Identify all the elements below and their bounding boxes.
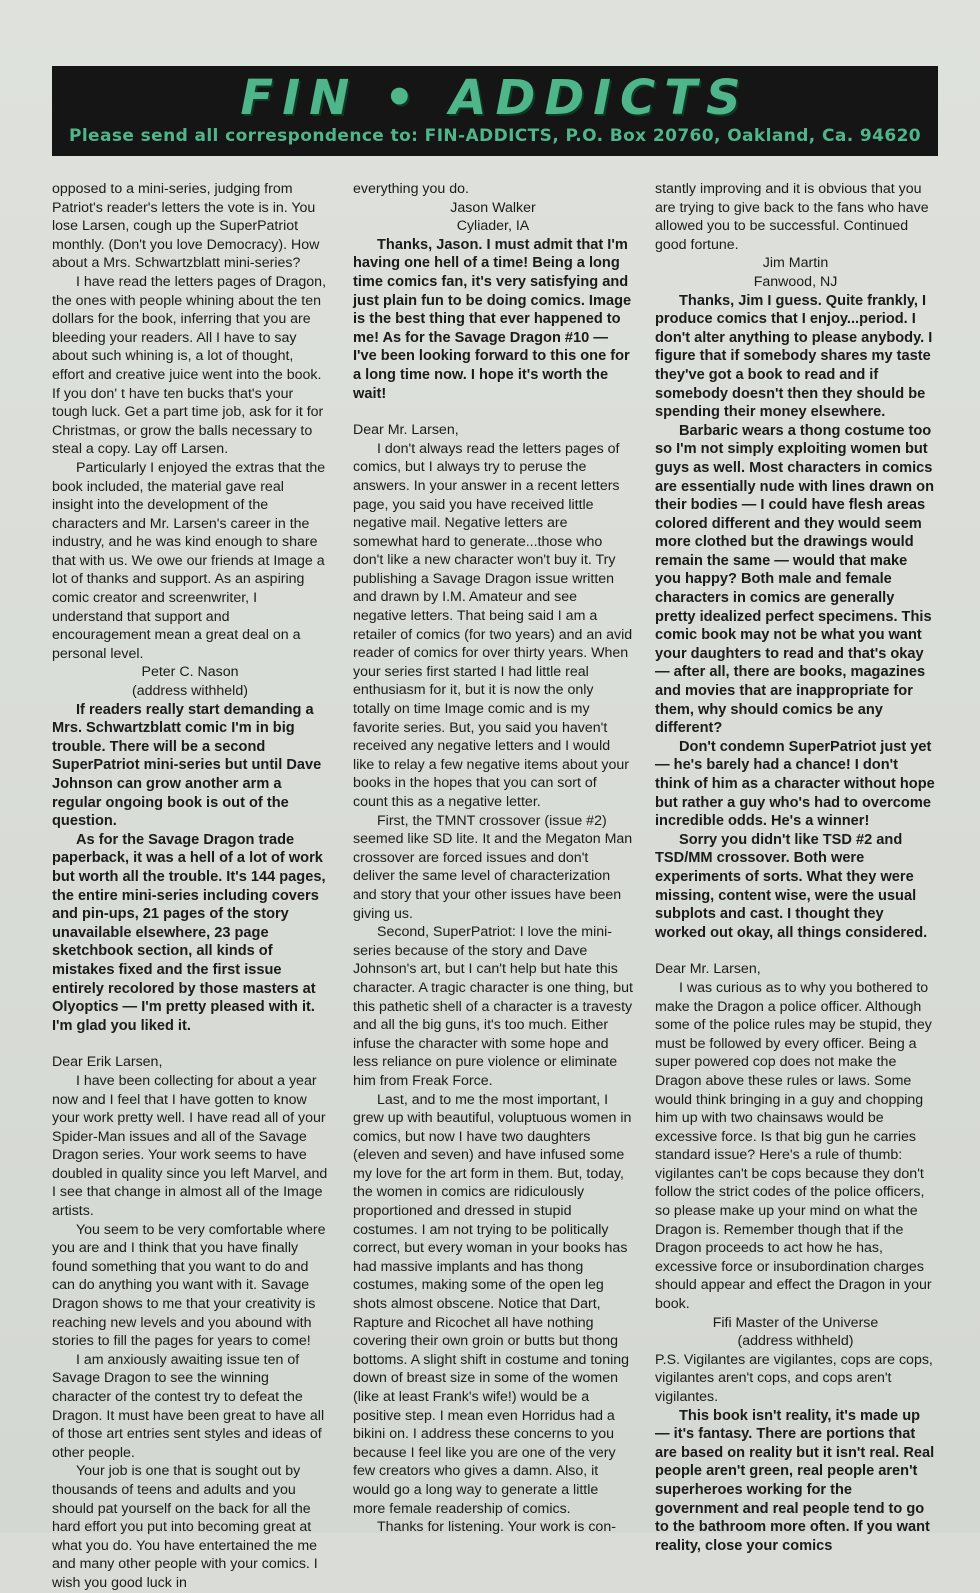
editor-response: Barbaric wears a thong costume too so I'm not simply exploiting women but guys as well. Most characters in comics are essentially nude with lines drawn on their bodies — I could have flesh areas colored different and they would seem more clothed but the drawings would remain the same — would that make you happy? Both male and female characters in comics are generally pretty idealized perfect specimens. This comic book may not be what you want your daughters to read and that's okay — after all, there are books, magazines and movies that are inappropriate for them, why should comics be any different? [655,422,934,737]
letter-salutation: Dear Mr. Larsen, [353,422,459,439]
text-column-3 [655,180,936,1554]
letter-paragraph: opposed to a mini-series, judging from Patriot's reader's letters the vote is in. You lose Larsen, cough up the SuperPatriot monthly. (Don't you love Democracy). How about a Mrs. Schwartzblatt mini-series? [52,181,320,272]
correspondence-address: Please send all correspondence to: FIN-ADDICTS, P.O. Box 20760, Oakland, Ca. 94620 [68,126,922,146]
letter-paragraph: P.S. Vigilantes are vigilantes, cops are cops, vigilantes aren't cops, and cops aren't vigilantes. [655,1351,933,1405]
editor-response: Thanks, Jim I guess. Quite frankly, I produce comics that I enjoy...period. I don't alter anything to please anybody. I figure that if somebody shares my taste they've got a book to read and if somebody doesn't then they should be spending their money elsewhere. [655,292,933,421]
editor-response: As for the Savage Dragon trade paperback, it was a hell of a lot of work but worth all the trouble. It's 144 pages, the entire mini-series including covers and pin-ups, 21 pages of the story unavailable elsewhere, 23 page sketchbook section, all kinds of mistakes fixed and the first issue entirely recolored by those masters at Olyoptics — I'm pretty pleased with it. I'm glad you liked it. [52,831,326,1034]
letter-paragraph: stantly improving and it is obvious that you are trying to give back to the fans who have allowed you to be successful. Continued good fortune. [655,181,929,253]
letter-paragraph: Thanks for listening. Your work is con- [377,1519,616,1536]
letter-paragraph: I have been collecting for about a year now and I feel that I have gotten to know your work pretty well. I have read all of your Spider-Man issues and all of the Savage Dragon series. Your work seems to have doubled in quality since you left Marvel, and I see that change in almost all of the Image artists. [52,1072,328,1220]
text-column-1 [52,180,328,1591]
letter-signature: Peter C. Nason [141,664,239,681]
letter-signature: Jason Walker [450,199,536,216]
editor-response: Thanks, Jason. I must admit that I'm having one hell of a time! Being a long time comics fan, it's very satisfying and just plain fun to be doing comics. Image is the best thing that ever happened to me! As for the Savage Dragon #10 — I've been looking forward to this one for a long time now. I hope it's worth the wait! [353,236,632,402]
editor-response: This book isn't reality, it's made up — it's fantasy. There are portions that are based on reality but it isn't real. Real people aren't green, real people aren't superheroes working for the government and real people tend to go to the bathroom more often. If you want reality, close your comics [655,1407,935,1554]
editor-response: If readers really start demanding a Mrs. Schwartzblatt comic I'm in big trouble. There will be a second SuperPatriot mini-series but until Dave Johnson can grow another arm a regular ongoing book is out of the question. [52,701,322,830]
letter-signature: Jim Martin [762,255,829,272]
letter-paragraph: Your job is one that is sought out by thousands of teens and adults and you should pat yourself on the back for all the hard effort you put into becoming great at what you do. You have entertained the me and many other people with your comics. I wish you good luck in [52,1463,318,1591]
letter-paragraph: Particularly I enjoyed the extras that the book included, the material gave real insight into the development of the characters and Mr. Larsen's career in the industry, and he was kind enough to share that with us. We owe our friends at Image a lot of thanks and support. As an aspiring comic creator and screenwriter, I understand that support and encouragement mean a great deal on a personal level. [52,459,326,662]
letter-signature: (address withheld) [737,1333,854,1350]
letter-paragraph: Last, and to me the most important, I grew up with beautiful, voluptuous women in comics, but now I have two daughters (eleven and seven) and have infused some my love for the art form in them. But, today, the women in comics are ridiculously proportioned and dressed in stupid costumes. I am not trying to be politically correct, but every woman in your books has had massive implants and has thong costumes, making some of the open leg shots almost obscene. Notice that Dart, Rapture and Ricochet all have nothing covering their own groin or butts but thong bottoms. A slight shift in costume and toning down of breast size in some of the women (like at least Frank's wife!) would be a positive step. I mean even Horridus had a bikini on. I address these concerns to you because I feel like you are one of the very few creators who gives a damn. Also, it would go a long way to generate a little more female readership of comics. [353,1091,632,1517]
editor-response: Sorry you didn't like TSD #2 and TSD/MM crossover. Both were experiments of sorts. What they were missing, content wise, were the usual subplots and cast. I thought they worked out okay, all things considered. [655,831,928,941]
letter-salutation: Dear Mr. Larsen, [655,961,761,978]
text-column-2 [353,180,633,1536]
letter-paragraph: I have read the letters pages of Dragon, the ones with people whining about the ten dollars for the book, inferring that you are bleeding your readers. All I have to say about such whining is, a lot of thought, effort and creative juice went into the book. If you don' t have ten bucks that's your tough luck. Get a part time job, ask for it for Christmas, or grow the balls necessary to steal a copy. Lay off Larsen. [52,273,327,458]
letter-paragraph: everything you do. [353,181,469,197]
editor-response: Don't condemn SuperPatriot just yet — he's barely had a chance! I don't think of him as a character without hope but rather a guy who's had to overcome incredible odds. He's a winner! [655,738,935,830]
letter-paragraph: I am anxiously awaiting issue ten of Savage Dragon to see the winning character of the contest try to defeat the Dragon. It must have been great to have all of those art entries sent styles and ideas of other people. [52,1351,325,1461]
letter-signature: Cyliader, IA [456,218,530,235]
letter-paragraph: First, the TMNT crossover (issue #2) seemed like SD lite. It and the Megaton Man crossover are forced issues and don't deliver the same level of characterization and story that your other issues have been giving us. [353,812,633,922]
letter-signature: Fanwood, NJ [753,273,838,290]
letter-salutation: Dear Erik Larsen, [52,1054,163,1071]
letter-paragraph: Second, SuperPatriot: I love the mini-series because of the story and Dave Johnson's art, but I can't help but hate this character. A tragic character is one thing, but this pathetic shell of a character is a travesty and all the big guns, it's too much. Either infuse the character with some hope and less reliance on pure violence or eliminate him from Freak Force. [353,924,633,1089]
letter-paragraph: I don't always read the letters pages of comics, but I always try to peruse the answers. In your answer in a recent letters page, you said you have received little negative mail. Negative letters are somewhat hard to generate...those who don't like a new character won't buy it. Try publishing a Savage Dragon issue written and drawn by I.M. Amateur and see negative letters. That being said I am a retailer of comics (for two years) and an avid reader of comics for over thirty years. When your series first started I had little real enthusiasm for it, but it is now the only totally on time Image comic and is my favorite series. But, you said you haven't received any negative letters and I would like to relay a few negative items about your books in the hopes that you can sort of count this as a negative letter. [353,440,633,810]
letter-paragraph: I was curious as to why you bothered to make the Dragon a police officer. Although some of the police rules may be stupid, they must be followed by every officer. Being a super powered cop does not make the Dragon above these rules or laws. Some would think bringing in a guy and chopping him up with two chainsaws would be excessive force. Is that big gun he carries standard issue? Here's a rule of thumb: vigilantes can't be cops because they don't follow the strict codes of the police officers, so please make up your mind on what the Dragon is. Remember though that if the Dragon proceeds to act how he has, excessive force or insubordination charges should appear and effect the Dragon in your book. [655,979,932,1313]
masthead-banner [52,66,938,156]
page-title: FIN • ADDICTS [240,70,750,126]
letter-signature: (address withheld) [132,683,248,700]
letter-signature: Fifi Master of the Universe [712,1314,879,1331]
letter-paragraph: You seem to be very comfortable where you are and I think that you have finally found something that you want to do and can do anything you want with it. Savage Dragon shows to me that your creativity is reaching new levels and you abound with stories to fill the pages for years to come! [52,1221,326,1350]
